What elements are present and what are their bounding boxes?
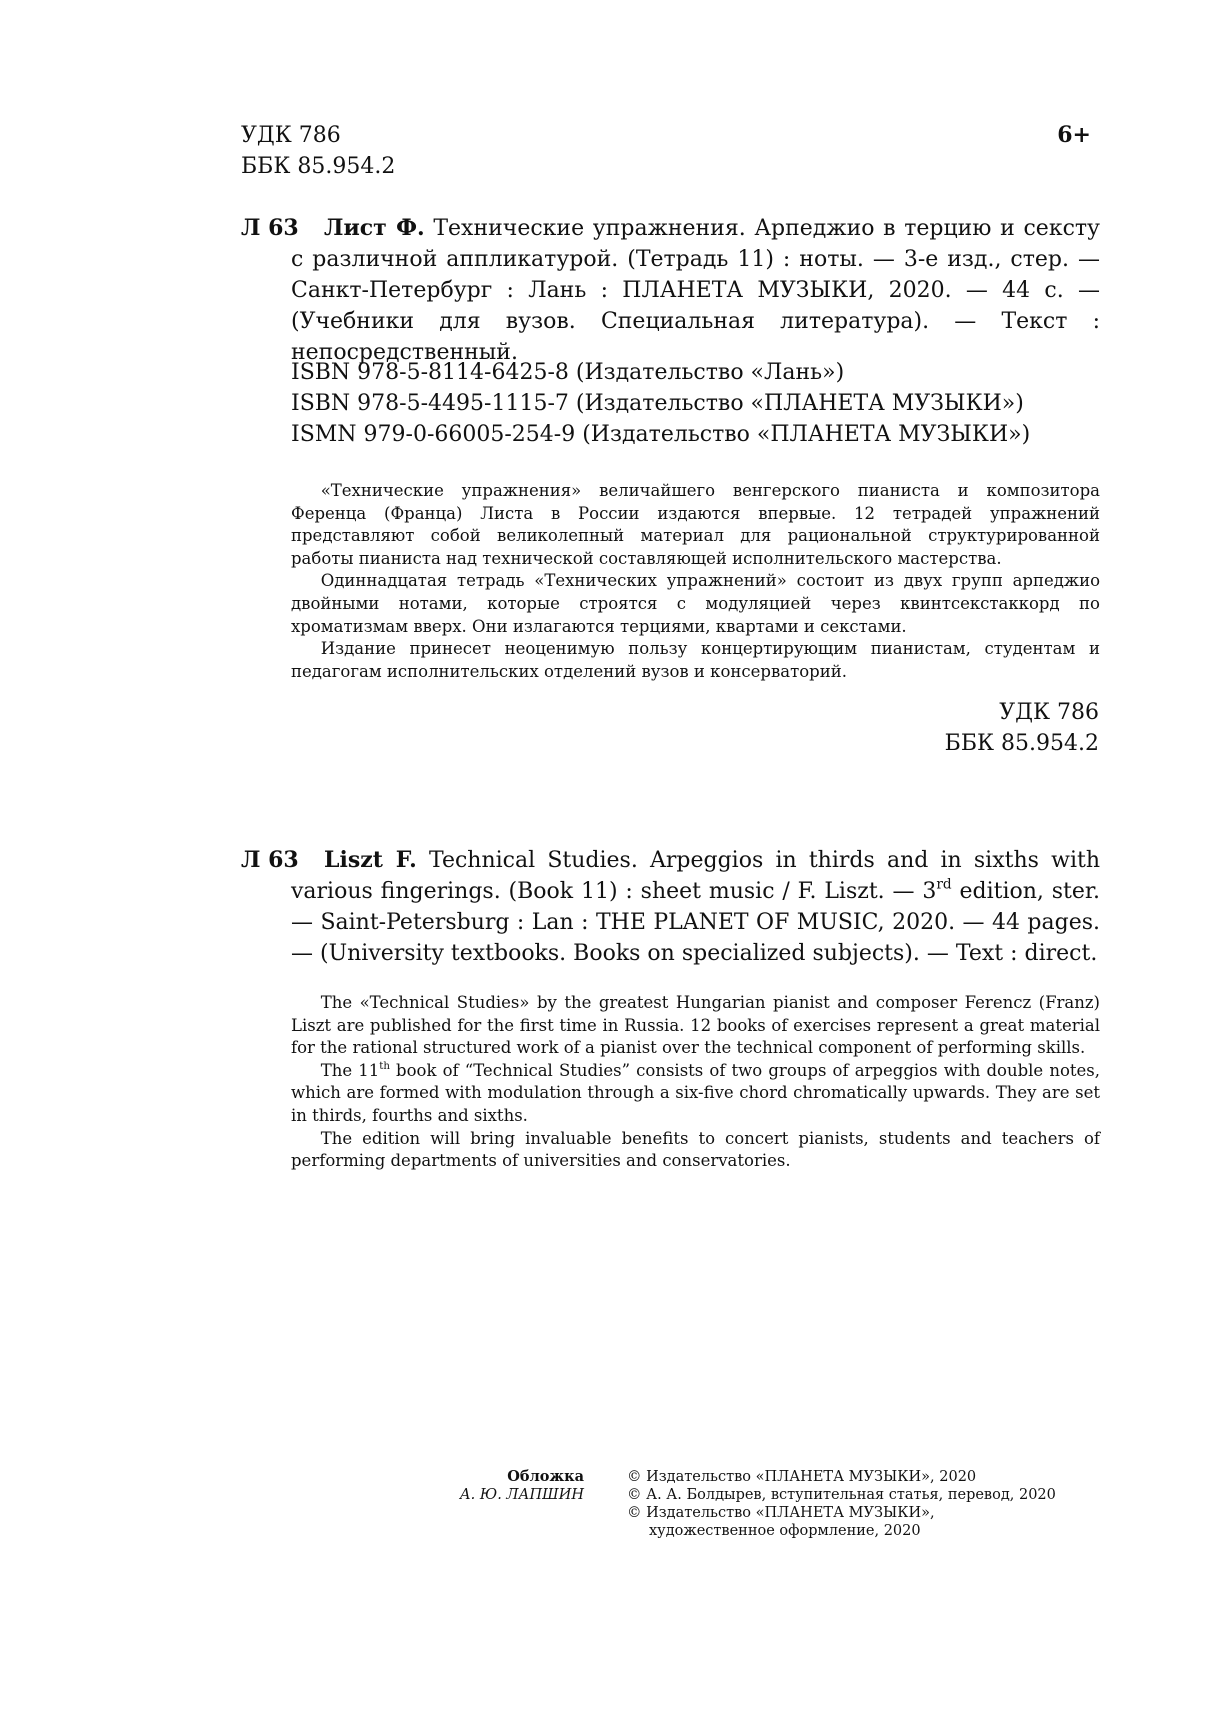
header-udk: УДК 786 <box>241 123 341 148</box>
header-classification <box>241 120 395 182</box>
ru-annotation <box>291 480 1100 683</box>
ru-classification <box>800 697 1099 759</box>
cover-label: Обложка <box>507 1468 584 1485</box>
ismn-line: ISMN 979-0-66005-254-9 (Издательство «ПЛАНЕТА МУЗЫКИ») <box>291 422 1031 447</box>
en-entry-text: Technical Studies. Arpeggios in thirds and in sixths with various fingerings. (Book 11) : sheet music / F. Liszt. — 3 <box>291 848 1100 904</box>
cover-credit <box>430 1468 584 1504</box>
ordinal-suffix: rd <box>936 876 952 893</box>
annotation-paragraph: The «Technical Studies» by the greatest Hungarian pianist and composer Ferencz (Franz) Liszt are published for the first time in Russia. 12 books of exercises represent a great material for the rational structured work of a pianist over the technical component of performing skills. <box>291 993 1100 1058</box>
ru-author: Лист Ф. <box>324 215 425 241</box>
annotation-text-continued: book of “Technical Studies” consists of two groups of arpeggios with double notes, which are formed with modulation through a six-five chord chromatically upwards. They are set in thirds, fourths and sixths. <box>291 1060 1100 1125</box>
ru-entry <box>291 213 1100 368</box>
annotation-paragraph: Одиннадцатая тетрадь «Технических упражнений» состоит из двух групп арпеджио двойными нотами, которые строятся с модуляцией через квинтсекстаккорд по хроматизмам вверх. Они излагаются терциями, квартами и секстами. <box>291 571 1100 636</box>
header-bbk: ББК 85.954.2 <box>241 154 396 179</box>
copyright-continuation: художественное оформление, 2020 <box>649 1523 921 1539</box>
copyright-line: © Издательство «ПЛАНЕТА МУЗЫКИ», 2020 <box>627 1469 977 1485</box>
annotation-paragraph <box>291 1060 1100 1128</box>
isbn-line: ISBN 978-5-4495-1115-7 (Издательство «ПЛАНЕТА МУЗЫКИ») <box>291 391 1024 416</box>
ordinal-suffix: th <box>379 1060 390 1072</box>
annotation-paragraph: «Технические упражнения» величайшего венгерского пианиста и композитора Ференца (Франца) Листа в России издаются впервые. 12 тетрадей упражнений представляют собой великолепный материал для рациональной структурированной работы пианиста над технической составляющей исполнительского мастерства. <box>291 481 1100 568</box>
ru-udk: УДК 786 <box>999 700 1099 725</box>
isbn-line: ISBN 978-5-8114-6425-8 (Издательство «Лань») <box>291 360 845 385</box>
isbn-block <box>291 357 1030 450</box>
en-annotation <box>291 992 1100 1173</box>
cover-artist: А. Ю. ЛАПШИН <box>459 1487 584 1503</box>
ru-entry-text: Технические упражнения. Арпеджио в терцию и сексту с различной аппликатурой. (Тетрадь 11) : ноты. — 3-е изд., стер. — Санкт-Петербург : Лань : ПЛАНЕТА МУЗЫКИ, 2020. — 44 с. — (Учебники для вузов. Специальная литература). — Текст : непосредственный. <box>291 216 1100 365</box>
annotation-paragraph: Издание принесет неоценимую пользу концертирующим пианистам, студентам и педагогам исполнительских отделений вузов и консерваторий. <box>291 639 1100 681</box>
age-rating: 6+ <box>1057 122 1091 148</box>
annotation-paragraph: The edition will bring invaluable benefits to concert pianists, students and teachers of performing departments of universities and conservatories. <box>291 1128 1100 1171</box>
copyright-line: © Издательство «ПЛАНЕТА МУЗЫКИ», <box>627 1505 935 1521</box>
en-entry <box>291 845 1100 969</box>
annotation-text: The 11 <box>320 1060 380 1080</box>
copyright-block <box>627 1468 1056 1540</box>
ru-bbk: ББК 85.954.2 <box>944 731 1099 756</box>
copyright-line: © А. А. Болдырев, вступительная статья, перевод, 2020 <box>627 1487 1056 1503</box>
ru-code: Л 63 <box>241 215 299 241</box>
en-entry-text-continued: edition, ster. — Saint-Petersburg : Lan : THE PLANET OF MUSIC, 2020. — 44 pages. — (University textbooks. Books on specialized subjects). — Text : direct. <box>291 879 1101 966</box>
en-author: Liszt F. <box>324 847 417 873</box>
en-code: Л 63 <box>241 847 299 873</box>
